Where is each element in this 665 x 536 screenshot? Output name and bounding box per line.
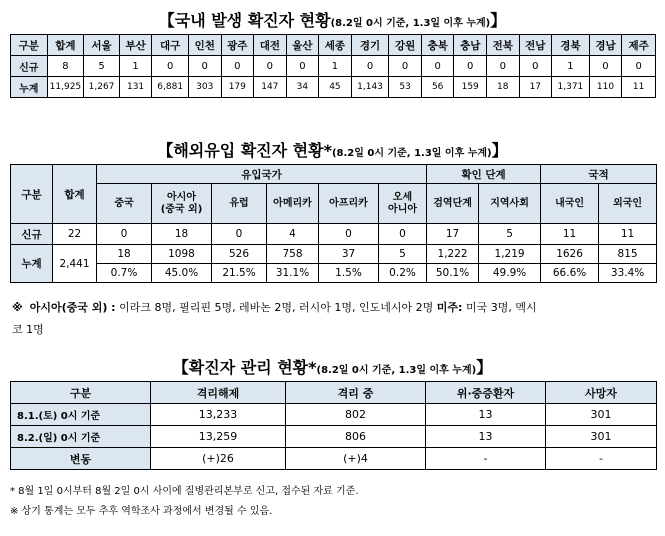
subheader-cell: 아프리카 [319, 184, 379, 224]
table-cell: 815 [599, 245, 657, 264]
subheader-cell: 내국인 [541, 184, 599, 224]
subheader-cell: 지역사회 [479, 184, 541, 224]
table-cell: 0 [379, 224, 427, 245]
header-cell: 부산 [119, 35, 152, 56]
domestic-title-main: 【국내 발생 확진자 현황 [158, 11, 331, 30]
table-cell: 1,222 [427, 245, 479, 264]
imported-table [10, 164, 657, 283]
table-cell: 0 [188, 56, 221, 77]
table-cell: 0 [589, 56, 622, 77]
table-cell: 110 [589, 77, 622, 98]
asia-note-line2: 코 1명 [12, 323, 44, 336]
subheader-cell [379, 184, 427, 224]
table-cell: 1,219 [479, 245, 541, 264]
table-cell: 0 [519, 56, 552, 77]
table-cell: 37 [319, 245, 379, 264]
table-cell: 131 [119, 77, 152, 98]
table-cell: 1,267 [84, 77, 120, 98]
header-cell: 전남 [519, 35, 552, 56]
header-cell: 합계 [53, 165, 97, 224]
domestic-header-row [11, 35, 656, 56]
row-label: 신규 [11, 56, 48, 77]
subheader-line: (중국 외) [160, 203, 203, 215]
asia-note [12, 299, 657, 339]
header-cell: 격리 중 [286, 382, 426, 404]
subheader-cell: 유럽 [212, 184, 267, 224]
table-cell: 1 [319, 56, 352, 77]
table-cell: 1 [552, 56, 590, 77]
table-cell: 45.0% [152, 264, 212, 283]
table-cell: 18 [486, 77, 519, 98]
table-cell: 18 [97, 245, 152, 264]
asia-note-asia-label: 아시아(중국 외) : [29, 301, 116, 314]
table-cell: 0 [486, 56, 519, 77]
table-cell: 17 [427, 224, 479, 245]
subheader-line: 아니아 [388, 203, 418, 215]
asia-note-america-label: 미주: [436, 301, 463, 314]
table-cell: 17 [519, 77, 552, 98]
table-cell: 1,143 [351, 77, 389, 98]
table-cell: 49.9% [479, 264, 541, 283]
header-cell: 구분 [11, 165, 53, 224]
table-cell: 22 [53, 224, 97, 245]
table-cell: 1 [119, 56, 152, 77]
group-header-stage: 확인 단계 [427, 165, 541, 184]
table-cell: 1.5% [319, 264, 379, 283]
table-cell: 0 [286, 56, 319, 77]
table-cell: 66.6% [541, 264, 599, 283]
table-cell: 11 [622, 77, 656, 98]
row-label: 변동 [11, 448, 151, 470]
table-cell: - [546, 448, 657, 470]
domestic-title [0, 8, 665, 31]
table-cell: 11 [599, 224, 657, 245]
row-label: 신규 [11, 224, 53, 245]
header-cell: 경기 [351, 35, 389, 56]
subheader-line: 오세 [392, 191, 413, 203]
table-cell: 13,233 [151, 404, 286, 426]
table-cell: 31.1% [267, 264, 319, 283]
table-cell: 301 [546, 426, 657, 448]
header-cell: 대구 [152, 35, 189, 56]
imported-title-sub: (8.2일 0시 기준, 1.3일 이후 누계) [331, 148, 492, 159]
header-cell: 경북 [552, 35, 590, 56]
subheader-cell [152, 184, 212, 224]
table-cell: 33.4% [599, 264, 657, 283]
management-title-close: 】 [476, 358, 493, 377]
management-title-sub: (8.2일 0시 기준, 1.3일 이후 누계) [316, 365, 477, 376]
table-cell: 1098 [152, 245, 212, 264]
header-cell: 위·중증환자 [426, 382, 546, 404]
header-cell: 전북 [486, 35, 519, 56]
header-cell: 광주 [221, 35, 254, 56]
table-cell: 301 [546, 404, 657, 426]
header-cell: 사망자 [546, 382, 657, 404]
imported-title-close: 】 [491, 141, 508, 160]
table-cell: 1,371 [552, 77, 590, 98]
table-cell: 0 [622, 56, 656, 77]
subheader-cell: 외국인 [599, 184, 657, 224]
imported-title [0, 138, 665, 161]
table-cell: 4 [267, 224, 319, 245]
management-header-row [11, 382, 657, 404]
footnote-1: * 8월 1일 0시부터 8월 2일 0시 사이에 질병관리본부로 신고, 접수된 자료 기준. [10, 486, 359, 497]
imported-title-main: 【해외유입 확진자 현황* [157, 141, 332, 160]
table-cell: 5 [84, 56, 120, 77]
row-label: 누계 [11, 77, 48, 98]
table-cell: 0 [97, 224, 152, 245]
header-cell: 구분 [11, 35, 48, 56]
table-cell: 0 [454, 56, 487, 77]
table-cell: 0 [152, 56, 189, 77]
table-cell: 53 [389, 77, 422, 98]
imported-cumulative-row [11, 245, 657, 264]
table-cell: 11 [541, 224, 599, 245]
table-cell: 45 [319, 77, 352, 98]
group-header-nationality: 국적 [541, 165, 657, 184]
imported-subheader-row [11, 184, 657, 224]
table-cell: 806 [286, 426, 426, 448]
table-cell: - [426, 448, 546, 470]
header-cell: 합계 [47, 35, 84, 56]
imported-percent-row [11, 264, 657, 283]
domestic-title-sub: (8.2일 0시 기준, 1.3일 이후 누계) [330, 18, 491, 29]
table-cell: 18 [152, 224, 212, 245]
table-cell: 13 [426, 404, 546, 426]
header-cell: 격리해제 [151, 382, 286, 404]
header-cell: 경남 [589, 35, 622, 56]
table-cell: 0 [351, 56, 389, 77]
table-cell: 0 [221, 56, 254, 77]
header-cell: 제주 [622, 35, 656, 56]
asia-note-mark: ※ [12, 301, 23, 314]
table-cell: 0 [319, 224, 379, 245]
table-cell: 0.7% [97, 264, 152, 283]
asia-note-america-text: 미국 3명, 멕시 [462, 301, 537, 314]
table-row [11, 404, 657, 426]
table-cell: 526 [212, 245, 267, 264]
domestic-new-row [11, 56, 656, 77]
subheader-cell: 아메리카 [267, 184, 319, 224]
table-cell: 159 [454, 77, 487, 98]
header-cell: 대전 [254, 35, 287, 56]
table-cell: 5 [379, 245, 427, 264]
header-cell: 충남 [454, 35, 487, 56]
table-cell: 50.1% [427, 264, 479, 283]
management-title-main: 【확진자 관리 현황* [172, 358, 317, 377]
domestic-cumulative-row [11, 77, 656, 98]
header-cell: 구분 [11, 382, 151, 404]
management-table [10, 381, 657, 470]
table-cell: 802 [286, 404, 426, 426]
table-cell: 758 [267, 245, 319, 264]
table-cell: 0.2% [379, 264, 427, 283]
table-cell: 13 [426, 426, 546, 448]
table-cell: 2,441 [53, 245, 97, 283]
row-label: 8.2.(일) 0시 기준 [11, 426, 151, 448]
table-cell: 0 [254, 56, 287, 77]
table-cell: 303 [188, 77, 221, 98]
table-cell: 147 [254, 77, 287, 98]
table-cell: 6,881 [152, 77, 189, 98]
header-cell: 인천 [188, 35, 221, 56]
table-row [11, 448, 657, 470]
row-label: 8.1.(토) 0시 기준 [11, 404, 151, 426]
subheader-cell: 중국 [97, 184, 152, 224]
table-cell: 56 [421, 77, 454, 98]
subheader-cell: 검역단계 [427, 184, 479, 224]
group-header-country: 유입국가 [97, 165, 427, 184]
domestic-table [10, 34, 656, 98]
table-row [11, 426, 657, 448]
subheader-line: 아시아 [167, 191, 196, 203]
table-cell: 179 [221, 77, 254, 98]
asia-note-asia-text: 이라크 8명, 필리핀 5명, 레바논 2명, 러시아 1명, 인도네시아 2명 [115, 301, 437, 314]
header-cell: 울산 [286, 35, 319, 56]
domestic-title-close: 】 [490, 11, 507, 30]
header-cell: 세종 [319, 35, 352, 56]
asia-note-line1 [12, 299, 657, 317]
table-cell: 5 [479, 224, 541, 245]
management-title [0, 355, 665, 378]
table-cell: 8 [47, 56, 84, 77]
table-cell: 21.5% [212, 264, 267, 283]
table-cell: 0 [212, 224, 267, 245]
footnote-2: ※ 상기 통계는 모두 추후 역학조사 과정에서 변경될 수 있음. [10, 506, 273, 517]
table-cell: (+)4 [286, 448, 426, 470]
table-cell: 11,925 [47, 77, 84, 98]
imported-new-row [11, 224, 657, 245]
table-cell: 0 [421, 56, 454, 77]
header-cell: 충북 [421, 35, 454, 56]
imported-group-row [11, 165, 657, 184]
header-cell: 강원 [389, 35, 422, 56]
table-cell: (+)26 [151, 448, 286, 470]
table-cell: 13,259 [151, 426, 286, 448]
table-cell: 34 [286, 77, 319, 98]
row-label: 누계 [11, 245, 53, 283]
table-cell: 0 [389, 56, 422, 77]
header-cell: 서울 [84, 35, 120, 56]
table-cell: 1626 [541, 245, 599, 264]
